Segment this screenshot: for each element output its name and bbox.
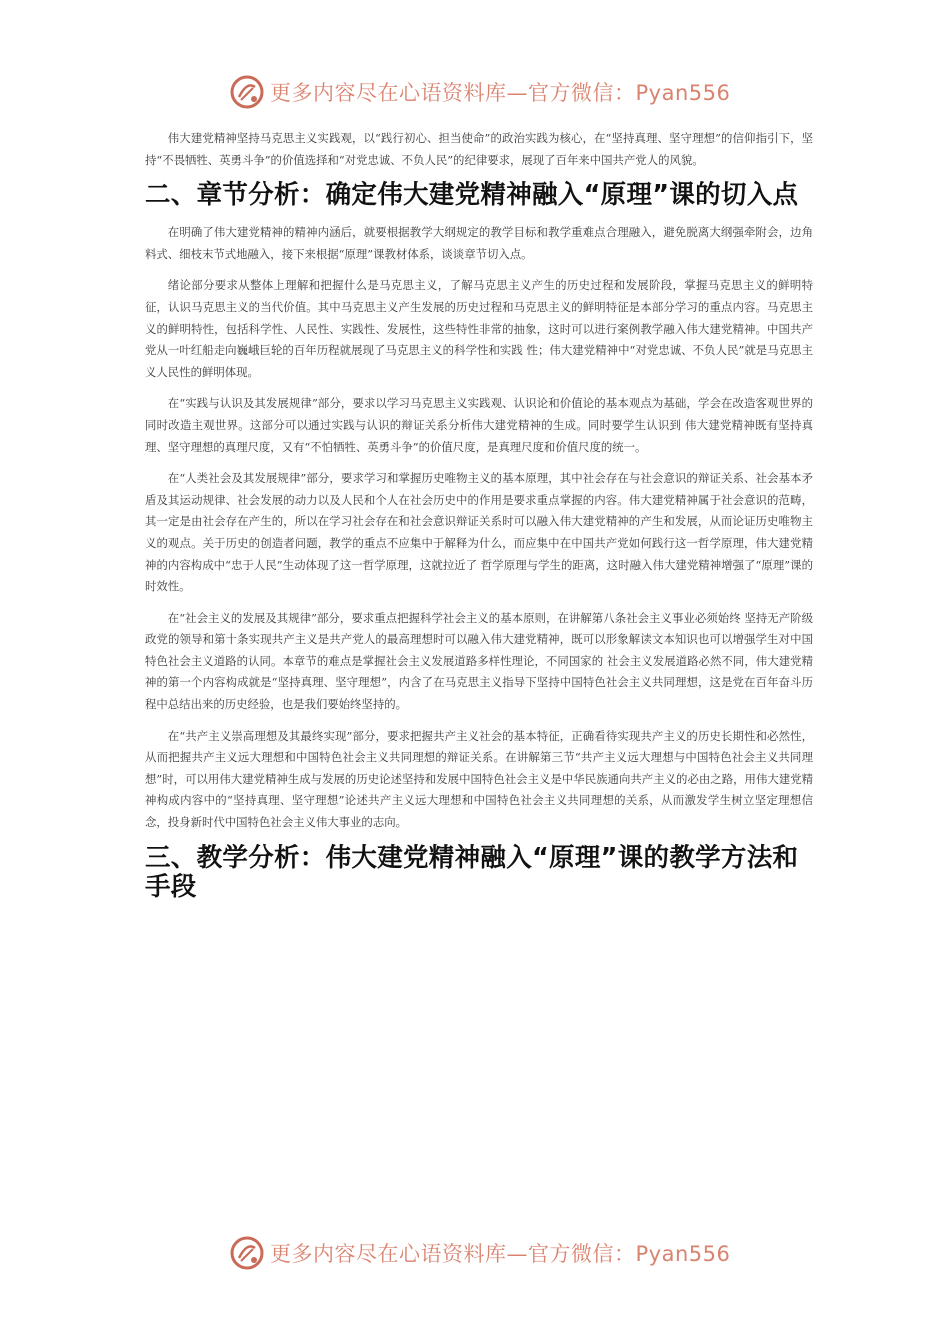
footer-banner (230, 1232, 731, 1274)
header-banner-text: 更多内容尽在心语资料库—官方微信：Pyan556 (270, 81, 731, 105)
paragraph: 绪论部分要求从整体上理解和把握什么是马克思主义，了解马克思主义产生的历史过程和发展阶段，掌握马克思主义的鲜明特征，认识马克思主义的当代价值。其中马克思主义产生发展的历史过程和马克思主义的鲜明特征是本部分学习的重点内容。马克思主义的鲜明特性，包括科学性、人民性、实践性、发展性，这些特性非常的抽象，这时可以进行案例教学融入伟大建党精神。中国共产党从一叶红船走向巍峨巨轮的百年历程就展现了马克思主义的科学性和实践 性；伟大建党精神中“对党忠诚、不负人民”就是马克思主义人民性的鲜明体现。 (145, 278, 813, 379)
paragraph-intro: 伟大建党精神坚持马克思主义实践观，以“践行初心、担当使命”的政治实践为核心，在“坚持真理、坚守理想”的信仰指引下，坚持“不畏牺牲、英勇斗争”的价值选择和“对党忠诚、不负人民”的纪律要求，展现了百年来中国共产党人的风貌。 (145, 131, 813, 167)
footer-banner-text: 更多内容尽在心语资料库—官方微信：Pyan556 (270, 1242, 731, 1266)
library-logo-icon (230, 75, 264, 109)
paragraph: 在明确了伟大建党精神的精神内涵后，就要根据教学大纲规定的教学目标和教学重难点合理融入，避免脱离大纲强牵附会，边角料式、细枝末节式地融入，接下来根据“原理”课教材体系，谈谈章节切入点。 (145, 225, 813, 261)
paragraph: 在“共产主义崇高理想及其最终实现”部分，要求把握共产主义社会的基本特征，正确看待实现共产主义的历史长期性和必然性，从而把握共产主义远大理想和中国特色社会主义共同理想的辩证关系。在讲解第三节“共产主义远大理想与中国特色社会主义共同理想”时，可以用伟大建党精神生成与发展的历史论述坚持和发展中国特色社会主义是中华民族通向共产主义的必由之路，用伟大建党精神构成内容中的“坚持真理、坚守理想”论述共产主义远大理想和中国特色社会主义共同理想的关系，从而激发学生树立坚定理想信念，投身新时代中国特色社会主义伟大事业的志向。 (145, 728, 813, 830)
header-banner (230, 71, 731, 113)
document-body (145, 128, 813, 914)
library-logo-icon (230, 1236, 264, 1270)
paragraph: 在“人类社会及其发展规律”部分，要求学习和掌握历史唯物主义的基本原理，其中社会存在与社会意识的辩证关系、社会基本矛盾及其运动规律、社会发展的动力以及人民和个人在社会历史中的作用是要求重点掌握的内容。伟大建党精神属于社会意识的范畴，其一定是由社会存在产生的，所以在学习社会存在和社会意识辩证关系时可以融入伟大建党精神的产生和发展，从而论证历史唯物主义的观点。关于历史的创造者问题，教学的重点不应集中于解释为什么，而应集中在中国共产党如何践行这一哲学原理，伟大建党精神的内容构成中“忠于人民”生动体现了这一哲学原理，这就拉近了 哲学原理与学生的距离，这时融入伟大建党精神增强了“原理”课的时效性。 (145, 471, 813, 594)
section-heading-2: 二、章节分析：确定伟大建党精神融入“原理”课的切入点 (145, 180, 799, 211)
section-heading-3: 三、教学分析：伟大建党精神融入“原理”课的教学方法和手段 (145, 842, 799, 902)
paragraph: 在“社会主义的发展及其规律”部分，要求重点把握科学社会主义的基本原则，在讲解第八条社会主义事业必须始终 坚持无产阶级政党的领导和第十条实现共产主义是共产党人的最高理想时可以融入伟大建党精神，既可以形象解读文本知识也可以增强学生对中国特色社会主义道路的认同。本章节的难点是掌握社会主义发展道路多样性理论，不同国家的 社会主义发展道路必然不同，伟大建党精神的第一个内容构成就是“坚持真理、坚守理想”，内含了在马克思主义指导下坚持中国特色社会主义共同理想，这是党在百年奋斗历程中总结出来的历史经验，也是我们要始终坚持的。 (145, 610, 813, 712)
paragraph: 在“实践与认识及其发展规律”部分，要求以学习马克思主义实践观、认识论和价值论的基本观点为基础，学会在改造客观世界的同时改造主观世界。这部分可以通过实践与认识的辩证关系分析伟大建党精神的生成。同时要学生认识到 伟大建党精神既有坚持真理、坚守理想的真理尺度，又有“不怕牺牲、英勇斗争”的价值尺度，是真理尺度和价值尺度的统一。 (145, 396, 813, 454)
